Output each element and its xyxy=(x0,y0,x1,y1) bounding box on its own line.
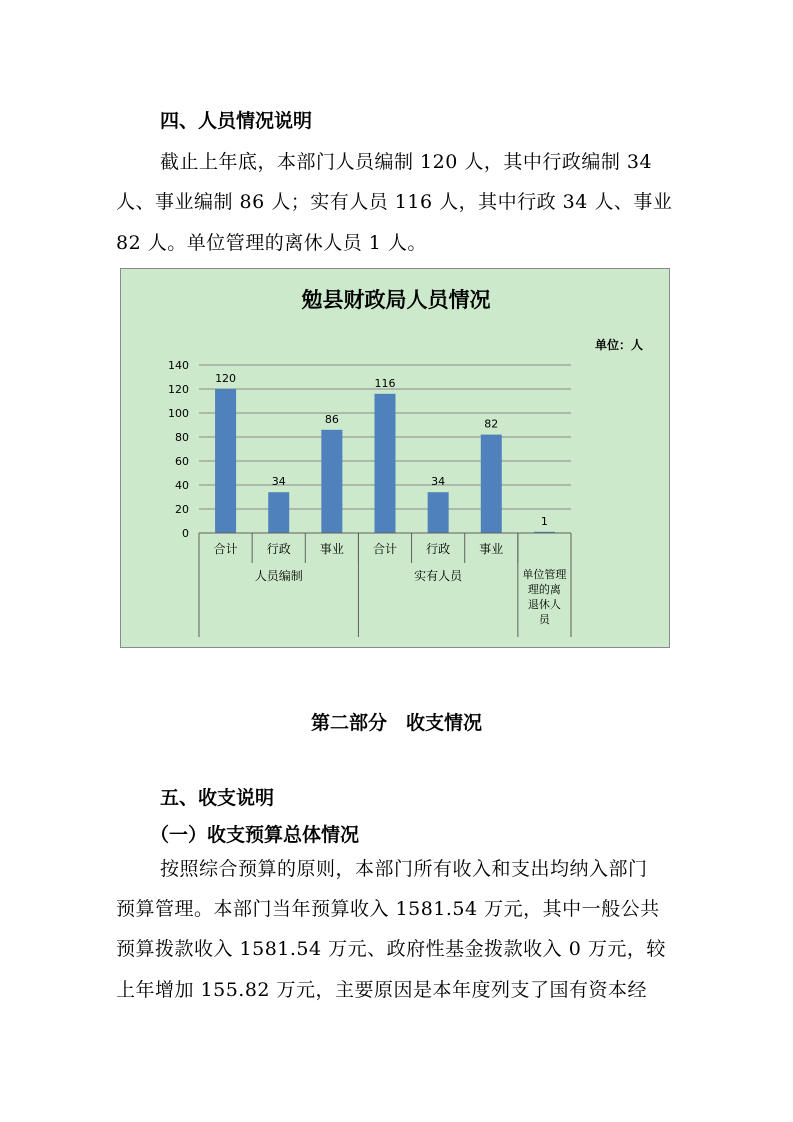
data-label: 34 xyxy=(271,475,286,489)
x-axis xyxy=(199,533,571,637)
data-label: 34 xyxy=(431,475,446,489)
y-tick-label: 120 xyxy=(168,383,189,396)
y-tick-label: 60 xyxy=(175,455,189,468)
x-tick-label: 合计 xyxy=(213,542,238,556)
data-label: 86 xyxy=(324,412,339,426)
bar xyxy=(268,492,289,533)
bar xyxy=(375,394,396,533)
bar xyxy=(428,492,449,533)
chart-unit-label: 单位：人 xyxy=(594,338,643,352)
x-tick-label: 行政 xyxy=(266,542,291,556)
section-4-line-2: 人、事业编制 86 人；实有人员 116 人，其中行政 34 人、事业 xyxy=(116,191,673,213)
group-label: 实有人员 xyxy=(414,569,463,583)
section-5-heading: 五、收支说明 xyxy=(160,787,275,809)
y-tick-label: 20 xyxy=(175,503,189,516)
data-label: 82 xyxy=(484,417,499,431)
x-tick-label: 事业 xyxy=(479,542,504,556)
y-tick-label: 140 xyxy=(168,359,189,372)
group-label: 人员编制 xyxy=(254,569,303,583)
personnel-chart xyxy=(120,268,670,648)
chart-canvas xyxy=(121,269,671,649)
data-label: 116 xyxy=(374,376,396,390)
group-label-line: 单位管理 xyxy=(522,568,567,581)
bar xyxy=(215,389,236,533)
data-label: 120 xyxy=(215,372,237,385)
bar xyxy=(321,430,342,533)
part-2-title: 第二部分 收支情况 xyxy=(310,712,482,734)
y-tick-label: 0 xyxy=(182,527,189,540)
x-tick-label: 事业 xyxy=(319,542,344,556)
group-label-line: 员 xyxy=(538,613,550,626)
group-label-line: 退休人 xyxy=(527,598,561,611)
data-label: 1 xyxy=(540,514,548,528)
bar xyxy=(481,435,502,533)
section-4-heading: 四、人员情况说明 xyxy=(160,110,313,132)
section-4-line-3: 82 人。单位管理的离休人员 1 人。 xyxy=(116,232,427,254)
chart-title: 勉县财政局人员情况 xyxy=(301,288,491,312)
section-4-line-1: 截止上年底，本部门人员编制 120 人，其中行政编制 34 xyxy=(160,151,653,173)
x-tick-label: 合计 xyxy=(372,542,398,556)
section-5-line-3: 预算拨款收入 1581.54 万元、政府性基金拨款收入 0 万元，较 xyxy=(116,938,666,960)
section-5-line-4: 上年增加 155.82 万元，主要原因是本年度列支了国有资本经 xyxy=(116,979,648,1001)
x-tick-label: 行政 xyxy=(426,542,451,556)
section-5-line-2: 预算管理。本部门当年预算收入 1581.54 万元，其中一般公共 xyxy=(116,898,660,920)
y-tick-label: 80 xyxy=(175,431,189,444)
y-tick-label: 40 xyxy=(175,479,189,492)
y-tick-label: 100 xyxy=(168,407,189,420)
group-label-line: 理的离 xyxy=(527,583,561,596)
y-axis-ticks xyxy=(168,359,189,540)
section-5-subheading: （一）收支预算总体情况 xyxy=(150,824,360,846)
section-5-line-1: 按照综合预算的原则，本部门所有收入和支出均纳入部门 xyxy=(160,858,648,880)
